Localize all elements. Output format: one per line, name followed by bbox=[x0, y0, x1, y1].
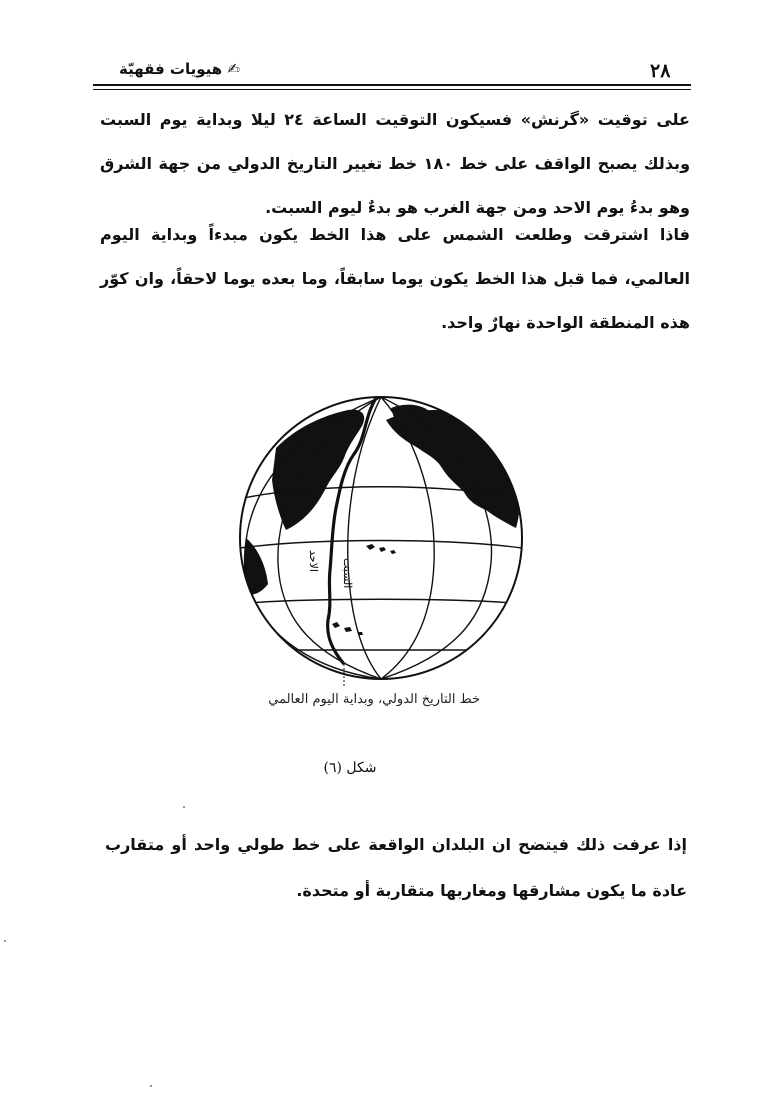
paragraph-2: فاذا اشترقت وطلعت الشمس على هذا الخط يكون مبدءاً وبداية اليوم العالمي، فما قبل هذا الخط يكون يوما سابقاً، وما بعده يوما لاحقاً، وان كوّر هذه المنطقة الواحدة نهارٌ واحد. bbox=[100, 225, 690, 332]
globe-label-saturday: السبت bbox=[341, 558, 354, 589]
globe-figure bbox=[236, 388, 526, 688]
header-rule bbox=[93, 84, 691, 86]
page-number: ٢٨ bbox=[650, 60, 671, 82]
running-header-title: ✍ هيويات فقهيّة bbox=[118, 60, 240, 78]
paragraph-1: على توقيت «گرنش» فسيكون التوقيت الساعة ٢٤ ليلا وبداية يوم السبت وبذلك يصبح الواقف على خط ١٨٠ خط تغيير التاريخ الدولي من جهة الشرق وهو بدءُ يوم الاحد ومن جهة الغرب هو بدءٌ ليوم السبت. bbox=[100, 110, 691, 217]
scan-speck bbox=[4, 940, 6, 942]
scan-speck bbox=[183, 806, 185, 808]
paragraph-3: إذا عرفت ذلك فيتضح ان البلدان الواقعة على خط طولي واحد أو متقارب عادة ما يكون مشارقها ومغاربها متقاربة أو متحدة. bbox=[105, 835, 687, 900]
globe-label-sunday: الاحد bbox=[307, 550, 320, 572]
scan-speck bbox=[150, 1085, 152, 1087]
globe-illustration bbox=[236, 388, 526, 688]
figure-label: شكل (٦) bbox=[323, 760, 377, 776]
figure-caption: خط التاريخ الدولي، وبداية اليوم العالمي bbox=[268, 692, 480, 707]
header-rule-thin bbox=[93, 89, 691, 90]
